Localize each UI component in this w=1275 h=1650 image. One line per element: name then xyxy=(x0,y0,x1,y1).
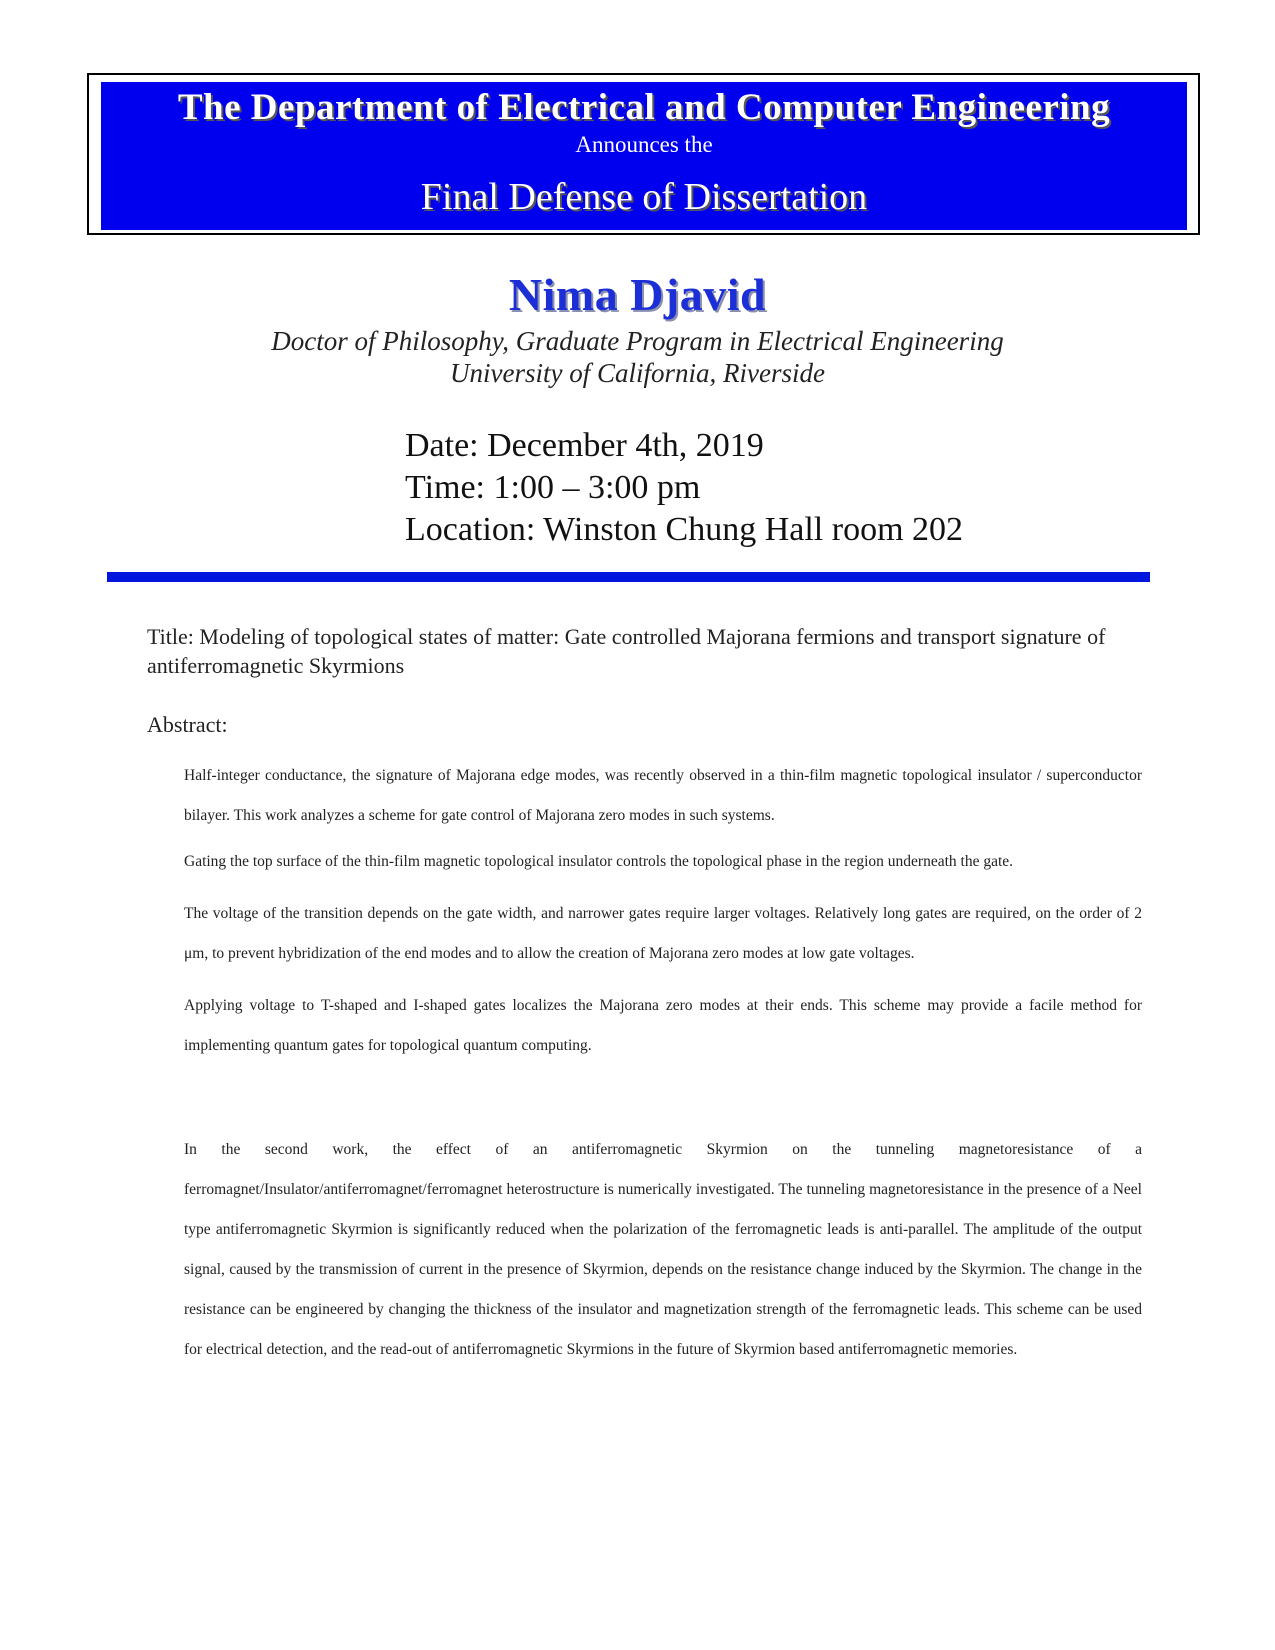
abstract-paragraph xyxy=(184,842,1142,882)
event-time: Time: 1:00 – 3:00 pm xyxy=(405,469,701,506)
event-location: Location: Winston Chung Hall room 202 xyxy=(405,511,964,548)
abstract-heading: Abstract: xyxy=(147,712,228,737)
abstract-paragraph-text: Half-integer conductance, the signature of Majorana edge modes, was recently observed in a thin-film magnetic topological insulator / superconductor bilayer. This work analyzes a scheme for gate control of Majorana zero modes in such systems. xyxy=(184,767,1142,824)
divider-rule xyxy=(107,572,1150,582)
event-details xyxy=(405,425,963,551)
abstract-paragraph xyxy=(184,756,1142,836)
abstract-paragraph-text: The voltage of the transition depends on the gate width, and narrower gates require larger voltages. Relatively long gates are required, on the order of 2 μm, to prevent hybridization of the end modes and to allow the creation of Majorana zero modes at low gate voltages. xyxy=(184,905,1142,962)
abstract-paragraph-text: In the second work, the effect of an antiferromagnetic Skyrmion on the tunneling magnetoresistance of a ferromagnet/Insulator/antiferromagnet/ferromagnet heterostructure is numerically investigated. The tunneling magnetoresistance in the presence of a Neel type antiferromagnetic Skyrmion is significantly reduced when the polarization of the ferromagnetic leads is anti-parallel. The amplitude of the output signal, caused by the transmission of current in the presence of Skyrmion, depends on the resistance change induced by the Skyrmion. The change in the resistance can be engineered by changing the thickness of the insulator and magnetization strength of the ferromagnetic leads. This scheme can be used for electrical detection, and the read-out of antiferromagnetic Skyrmions in the future of Skyrmion based antiferromagnetic memories. xyxy=(184,1141,1142,1358)
event-type-title: Final Defense of Dissertation xyxy=(420,176,868,218)
university-name: University of California, Riverside xyxy=(450,358,825,388)
abstract-paragraph xyxy=(184,894,1142,974)
header-band xyxy=(101,82,1187,230)
abstract-paragraph xyxy=(184,986,1142,1066)
abstract-paragraph-text: Applying voltage to T-shaped and I-shaped gates localizes the Majorana zero modes at their ends. This scheme may provide a facile method for implementing quantum gates for topological quantum computing. xyxy=(184,997,1142,1054)
candidate-name: Nima Djavid xyxy=(508,269,767,320)
department-title: The Department of Electrical and Computer Engineering xyxy=(177,87,1111,128)
degree-program: Doctor of Philosophy, Graduate Program in Electrical Engineering xyxy=(271,326,1004,356)
announces-label: Announces the xyxy=(575,132,713,157)
event-date: Date: December 4th, 2019 xyxy=(405,427,764,464)
abstract-paragraph-text: Gating the top surface of the thin-film magnetic topological insulator controls the topological phase in the region underneath the gate. xyxy=(184,853,1014,870)
abstract-paragraph xyxy=(184,1130,1142,1370)
talk-title: Title: Modeling of topological states of matter: Gate controlled Majorana fermions and transport signature of antiferromagnetic Skyrmions xyxy=(147,624,1106,678)
